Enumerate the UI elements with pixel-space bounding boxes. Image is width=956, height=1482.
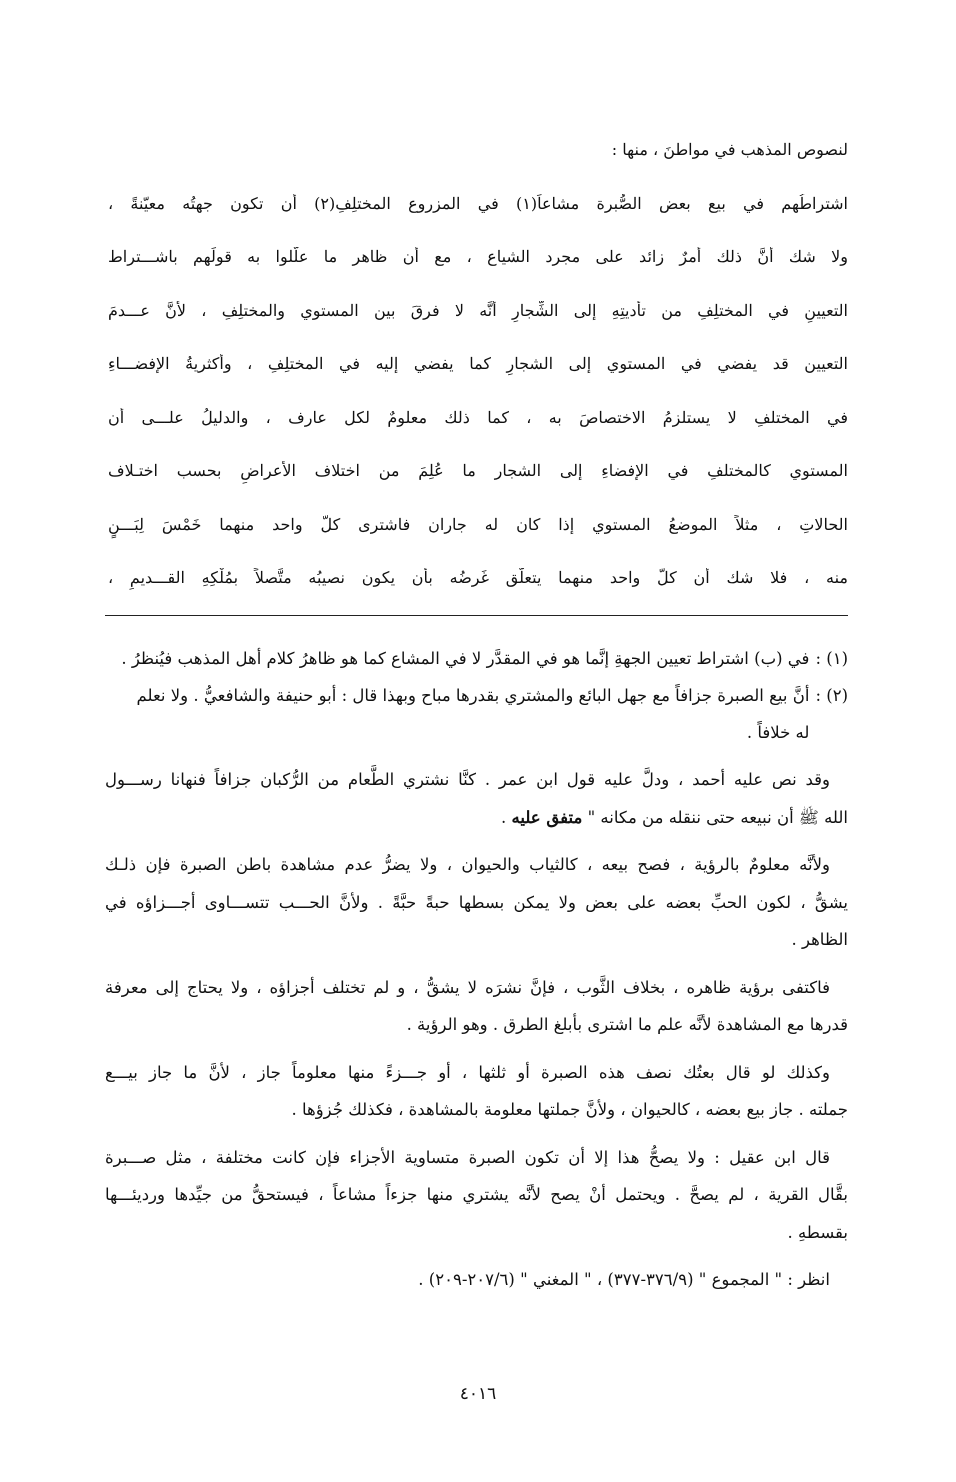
main-line: ولا شك أنَّ ذلك أمرٌ زائد على مجرد الشياع ، مع أن ظاهر ما علَّلوا به قولَهم باشـــتراط	[108, 247, 848, 266]
page-number: ٤٠١٦	[459, 1384, 497, 1404]
note-paragraph	[105, 1139, 848, 1252]
note-line: قال ابن عقيل : ولا يصحُّ هذا إلا أن تكون الصبرة متساوية الأجزاء فإن كانت مختلفة ، مثل صـــبرة	[105, 1147, 830, 1167]
note-paragraph	[105, 1261, 848, 1299]
main-line: التعيينِ في المختلِفِ من تأديتِهِ إلى الشِّجارِ أنَّه لا فرقَ بين المستوي والمختلِفِ ، لأنَّ عـــدمَ	[108, 300, 848, 320]
footnote-line: أنَّ بيع الصبرة جزافاً مع جهل البائع والمشتري بقدرها مباح وبهذا قال : أبو حنيفة والشافعيُّ . ولا نعلم	[136, 686, 810, 705]
footnote-number: (٢) :	[815, 686, 848, 705]
note-line: بقَّال القرية ، لم يصحَّ . ويحتمل أنْ يصح لأنَّه يشتري منها جزءاً مشاعاً ، فيستحقُّ من جيِّدها ورديئـــها	[105, 1185, 848, 1204]
footnote-line: في (ب) اشتراط تعيين الجهةِ إنَّما هو في المقدَّر لا في المشاع كما هو ظاهرُ كلام أهل المذهب فيُنظرُ .	[121, 649, 810, 668]
note-line: الظاهر .	[791, 930, 848, 949]
note-line: ولأنَّه معلومٌ بالرؤية ، فصح بيعه ، كالثياب والحيوان ، ولا يضرُّ عدم مشاهدة باطن الصبرة فإن ذلـك	[105, 855, 830, 874]
note-paragraph	[105, 969, 848, 1044]
note-line: فاكتفى برؤية ظاهره ، بخلاف الثَّوب ، فإنَّ نشرَه لا يشقُّ ، و لم تختلف أجزاؤه ، ولا يحتاج إلى معرفة	[105, 977, 830, 997]
note-line: يشقُّ ، لكون الحبِّ بعضه على بعض ولا يمكن بسطها حبةً حبَّةً . ولأنَّ الحـــب تتســـاوى أجـــزاؤه في	[105, 892, 848, 912]
note-line	[105, 799, 848, 837]
footnote-divider	[105, 615, 848, 616]
main-line: لنصوص المذهب في مواطنَ ، منها :	[611, 140, 848, 159]
footnote-number: (١) :	[815, 649, 848, 668]
footnotes-area	[105, 640, 848, 1299]
note-line: قدرها مع المشاهدة لأنَّه علم ما اشترى بأبلغ الطرق . وهو الرؤية .	[406, 1015, 848, 1034]
main-line: المستوي كالمختلفِ في الإفضاءِ إلى الشجار ما عُلِمَ من اختلاف الأعراضِ بحسب اختـلاف	[108, 461, 848, 480]
main-line: في المختلفِ لا يستلزمُ الاختصاصَ به ، كما ذلك معلومٌ لكل عارف ، والدليلُ علـــى أن	[108, 407, 848, 427]
hadith-grade: متفق عليه	[511, 807, 583, 827]
main-line: منه ، فلا شك أن كلَّ واحد منهما يتعلَّق غَرضُه بأن يكون نصيبُه متَّصلاً بمُلْكِهِ القـــديمِ ،	[108, 568, 848, 587]
note-paragraph	[105, 761, 848, 836]
main-line: اشتراطُهم في بيع بعض الصُّبرة مشاعاً(١) في المزروع المختلِفِ(٢) أن تكون جهتُه معيّنةً ،	[108, 193, 848, 213]
note-line: وكذلك لو قال بعتُك نصف هذه الصبرة أو ثلثها ، أو جـــزءً منها معلوماً جاز ، لأنَّ ما جاز بيـــع	[105, 1062, 830, 1082]
note-line: بقسطهِ .	[787, 1222, 848, 1242]
note-line-text: الله ﷺ أن نبيعه حتى ننقله من مكانه "	[587, 807, 848, 827]
main-text	[108, 140, 848, 622]
note-line-end: .	[501, 807, 512, 827]
note-paragraph	[105, 846, 848, 959]
note-line: انظر : " المجموع " (٣٧٦/٩-٣٧٧) ، " المغني " (٢٠٧/٦-٢٠٩) .	[418, 1270, 830, 1289]
main-line: الحالاتِ ، مثلاً الموضعُ المستوي إذا كان له جاران فاشترى كلُّ واحد منهما خَمْسَ لِبَـــنٍ	[108, 514, 848, 534]
footnote-2	[105, 677, 848, 751]
footnote-1	[105, 640, 848, 677]
note-line: وقد نص عليه أحمد ، ودلَّ عليه قول ابن عمر . كنَّا نشتري الطَّعام من الرُّكبان جزافاً فنهانا رســـول	[105, 770, 830, 789]
note-line: جملته . جاز بيع بعضه ، كالحيوان ، ولأنَّ جملتها معلومة بالمشاهدة ، فكذلك جُزؤها .	[291, 1100, 848, 1119]
footnote-line: له خلافاً .	[746, 723, 810, 742]
main-line: التعيين قد يفضي في المستوي إلى الشجارِ كما يفضي إليه في المختلِفِ ، وأكثريةُ الإفضـــاءِ	[108, 354, 848, 373]
note-paragraph	[105, 1054, 848, 1129]
